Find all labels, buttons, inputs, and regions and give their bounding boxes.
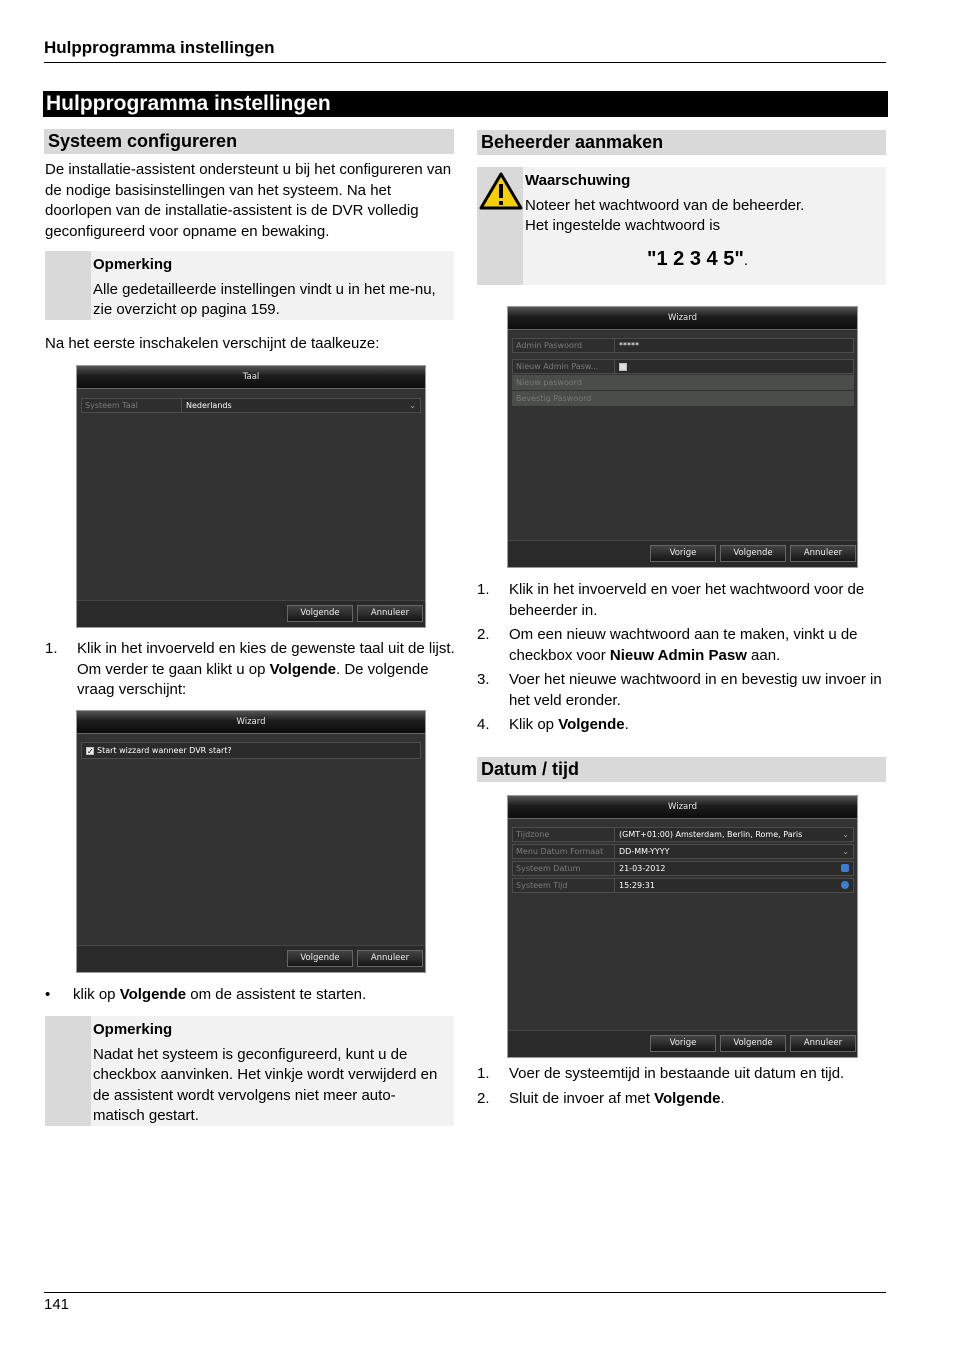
intro-paragraph: De installatie-assistent ondersteunt u bij het configureren van de nodige basisinstellingen van het systeem. Na het doorlopen van de installatie-assistent is de DVR volledig geconfigureerd voor opname en bewaking.: [45, 161, 452, 240]
checkbox-label: Start wizzard wanneer DVR start?: [97, 746, 232, 755]
calendar-icon[interactable]: [841, 864, 849, 872]
note-box-2: [45, 1016, 454, 1126]
list-number: 3.: [477, 671, 490, 688]
dvr-screen-date: [507, 795, 858, 1058]
field-label: Nieuw paswoord: [513, 376, 615, 389]
warning-icon: [479, 172, 523, 210]
list-item: [45, 985, 455, 1006]
list-number: 2.: [477, 626, 490, 643]
confirm-password-row[interactable]: [512, 391, 854, 406]
list-number: 1.: [45, 640, 58, 657]
step-bold: Volgende: [654, 1089, 721, 1107]
date-format-row[interactable]: [512, 844, 854, 859]
next-button[interactable]: Volgende: [720, 545, 786, 562]
page-number: 141: [44, 1296, 70, 1313]
field-label: Bevestig Paswoord: [513, 392, 615, 405]
admin-password-row[interactable]: [512, 338, 854, 353]
dvr-screen-wizard-start: [76, 710, 426, 973]
step-bold: Volgende: [269, 660, 336, 678]
chevron-down-icon: ⌄: [842, 830, 849, 839]
note-sidebar: [45, 1016, 91, 1126]
step-text: Klik op: [509, 716, 559, 733]
dvr-title: Wizard: [508, 307, 857, 330]
step-list-date: [477, 1064, 886, 1113]
list-item: [477, 715, 886, 736]
note-box-1: [45, 251, 454, 320]
bullet-bold: Volgende: [119, 986, 187, 1003]
step-text: Sluit de invoer af met: [509, 1089, 655, 1107]
confirm-password-input[interactable]: [615, 392, 853, 405]
dvr-title: Wizard: [77, 711, 425, 734]
step-bold: Nieuw Admin Pasw: [609, 646, 747, 664]
new-password-input[interactable]: [615, 376, 853, 389]
field-label: Tijdzone: [513, 828, 615, 841]
bullet-list: [45, 985, 455, 1010]
cancel-button[interactable]: Annuleer: [357, 950, 423, 967]
checkbox-icon[interactable]: [619, 363, 627, 371]
section-title-date: Datum / tijd: [477, 757, 886, 782]
step-list-admin: [477, 580, 886, 740]
step-list-language: [45, 639, 455, 705]
timezone-row[interactable]: [512, 827, 854, 842]
step-text: Voer het nieuwe wachtwoord in en bevestig uw invoer in het veld eronder.: [509, 671, 882, 709]
bullet-text: om de assistent te starten.: [186, 986, 367, 1003]
step-text: . De volgende vraag verschijnt:: [77, 660, 429, 698]
field-label: Menu Datum Formaat: [513, 845, 615, 858]
default-password: "1 2 3 4 5": [647, 247, 744, 270]
dvr-title: Wizard: [508, 796, 857, 819]
field-label: Systeem Tijd: [513, 879, 615, 892]
system-date-row[interactable]: [512, 861, 854, 876]
list-item: [477, 580, 886, 621]
cancel-button[interactable]: Annuleer: [790, 545, 856, 562]
step-text: Klik in het invoerveld en voer het wachtwoord voor de beheerder in.: [509, 581, 865, 619]
warning-box: [477, 167, 886, 285]
running-header: Hulpprogramma instellingen: [44, 38, 275, 57]
chevron-down-icon: ⌄: [842, 847, 849, 856]
date-format-value: DD-MM-YYYY: [619, 847, 670, 856]
step-text: .: [624, 716, 629, 733]
note-text: Alle gedetailleerde instellingen vindt u in het me-nu, zie overzicht op pagina 159.: [93, 280, 436, 318]
period: .: [743, 251, 748, 269]
dvr-screen-admin: [507, 306, 858, 568]
step-text: Klik in het invoerveld en kies de gewenste taal uit de lijst. Om verder te gaan klikt u op: [77, 640, 455, 678]
note-text: Nadat het systeem is geconfigureerd, kunt u de checkbox aanvinken. Het vinkje wordt verwijderd en de assistent wordt vervolgens niet meer auto-matisch gestart.: [93, 1045, 438, 1124]
language-select-value: Nederlands: [186, 401, 232, 410]
previous-button[interactable]: Vorige: [650, 1035, 716, 1052]
new-password-row[interactable]: [512, 375, 854, 390]
note-title: Opmerking: [93, 256, 173, 273]
language-intro: Na het eerste inschakelen verschijnt de taalkeuze:: [45, 335, 380, 352]
step-text: aan.: [746, 646, 781, 664]
bullet-symbol: •: [45, 986, 51, 1003]
dvr-screen-language: [76, 365, 426, 628]
bullet-text: klik op: [73, 986, 120, 1003]
cancel-button[interactable]: Annuleer: [357, 605, 423, 622]
list-item: [477, 670, 886, 711]
step-bold: Volgende: [558, 716, 625, 733]
step-text: Voer de systeemtijd in bestaande uit datum en tijd.: [509, 1065, 845, 1082]
step-text: Om een nieuw wachtwoord aan te maken, vinkt u de checkbox voor: [509, 626, 858, 664]
header-rule: [44, 62, 886, 63]
list-number: 1.: [477, 1065, 490, 1082]
field-label: Systeem Taal: [82, 399, 182, 412]
section-title-admin: Beheerder aanmaken: [477, 130, 886, 155]
checkbox-icon[interactable]: [86, 747, 94, 755]
system-time-value: 15:29:31: [619, 881, 655, 890]
section-title-systeem: Systeem configureren: [44, 129, 454, 154]
list-number: 4.: [477, 716, 490, 733]
clock-icon[interactable]: [841, 881, 849, 889]
admin-password-input[interactable]: *****: [615, 339, 853, 352]
list-item: [477, 1089, 886, 1110]
new-admin-password-row[interactable]: [512, 359, 854, 374]
chapter-title: Hulpprogramma instellingen: [43, 91, 888, 117]
list-number: 2.: [477, 1089, 490, 1107]
footer-rule: [44, 1292, 886, 1293]
cancel-button[interactable]: Annuleer: [790, 1035, 856, 1052]
step-text: .: [720, 1089, 725, 1107]
warning-line-2: Het ingestelde wachtwoord is: [525, 217, 721, 234]
note-sidebar: [45, 251, 91, 320]
language-select-row[interactable]: [81, 398, 421, 413]
list-item: [477, 625, 886, 666]
system-date-value: 21-03-2012: [619, 864, 666, 873]
next-button[interactable]: Volgende: [720, 1035, 786, 1052]
field-label: Systeem Datum: [513, 862, 615, 875]
system-time-row[interactable]: [512, 878, 854, 893]
wizard-start-row[interactable]: [81, 742, 421, 759]
field-label: Admin Paswoord: [513, 339, 615, 352]
note-title: Opmerking: [93, 1021, 173, 1038]
next-button[interactable]: Volgende: [287, 605, 353, 622]
dvr-title: Taal: [77, 366, 425, 389]
timezone-value: (GMT+01:00) Amsterdam, Berlin, Rome, Paris: [619, 830, 803, 839]
list-number: 1.: [477, 581, 490, 598]
chevron-down-icon: ⌄: [409, 401, 416, 410]
list-item: [477, 1064, 886, 1085]
field-label: Nieuw Admin Pasw...: [513, 360, 615, 373]
warning-title: Waarschuwing: [525, 172, 631, 189]
list-item: [45, 639, 455, 701]
next-button[interactable]: Volgende: [287, 950, 353, 967]
previous-button[interactable]: Vorige: [650, 545, 716, 562]
warning-line-1: Noteer het wachtwoord van de beheerder.: [525, 196, 805, 214]
